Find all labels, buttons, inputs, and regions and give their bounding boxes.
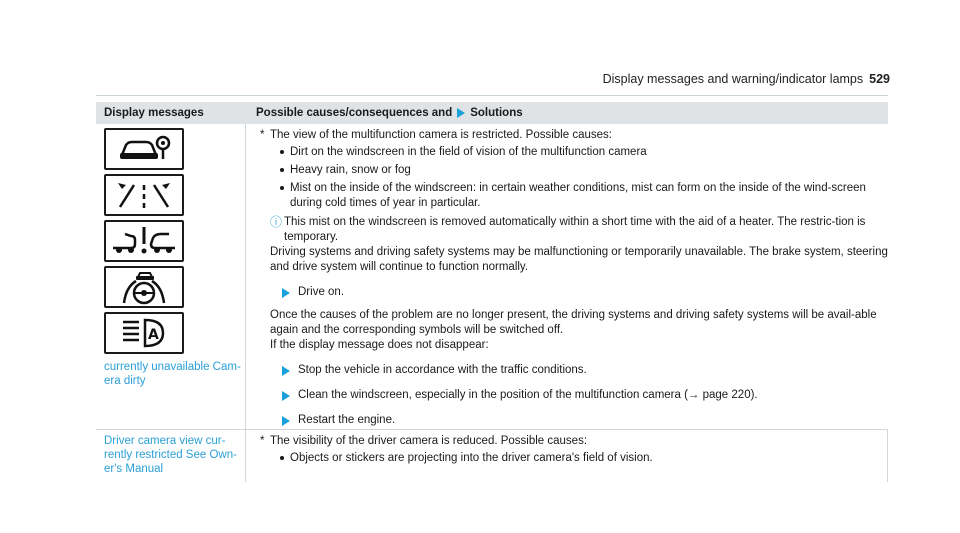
step-arrow-icon: [282, 366, 290, 376]
camera-dirty-message: currently unavailable Cam-era dirty: [104, 361, 241, 387]
front-camera-warning-icon: [104, 128, 184, 170]
driver-camera-message: Driver camera view cur-rently restricted See Own-er's Manual: [104, 435, 237, 475]
table-row: [96, 430, 888, 482]
cause-list: [260, 145, 888, 211]
step-arrow-icon: [282, 288, 290, 298]
table-row: [96, 124, 888, 430]
col-header-solutions-text: Solutions: [470, 107, 523, 119]
step-stop-vehicle: Stop the vehicle in accordance with the traffic conditions.: [282, 363, 888, 378]
lane-keeping-assist-icon: [104, 174, 184, 216]
col-header-display-messages: Display messages: [104, 107, 204, 119]
note: ⓘ This mist on the windscreen is removed automatically within a short time with the aid of a heater. The restric-tion is temporary.: [270, 215, 866, 243]
cause-intro: * The visibility of the driver camera is reduced. Possible causes:: [260, 435, 588, 447]
steering-assist-icon: [104, 266, 184, 308]
col-header-causes: [246, 107, 888, 119]
causes-cell: [246, 124, 888, 429]
step-clean-windscreen: Clean the windscreen, especially in the position of the multifunction camera (→ page 220).: [282, 388, 888, 403]
display-message-cell: [96, 124, 246, 429]
paragraph: If the display message does not disappear:: [270, 339, 489, 351]
list-item: Dirt on the windscreen in the field of vision of the multifunction camera: [282, 145, 888, 160]
list-item: Mist on the inside of the windscreen: in certain weather conditions, mist can form on the inside of the wind-screen during cold times of year in particular.: [282, 181, 888, 211]
collision-warning-icon: [104, 220, 184, 262]
cause-list: [260, 451, 887, 466]
paragraph: Once the causes of the problem are no longer present, the driving systems and driving safety systems will be avail-able again and the corresponding symbols will be switched off.: [270, 309, 877, 336]
cause-intro: * The view of the multifunction camera is restricted. Possible causes:: [260, 129, 612, 141]
display-message-cell: [96, 430, 246, 482]
step-arrow-icon: [282, 416, 290, 426]
info-icon: ⓘ: [270, 215, 283, 229]
page-header: [603, 72, 890, 86]
step-arrow-icon: [282, 391, 290, 401]
step-drive-on: Drive on.: [282, 285, 888, 300]
paragraph: Driving systems and driving safety systems may be malfunctioning or temporarily unavailable. The brake system, steering and drive system will continue to function normally.: [270, 246, 888, 273]
step-restart-engine: Restart the engine.: [282, 413, 888, 428]
header-rule: [96, 95, 888, 96]
solution-arrow-icon: [457, 108, 465, 118]
causes-cell: [246, 430, 888, 482]
list-item: Objects or stickers are projecting into the driver camera's field of vision.: [282, 451, 887, 466]
col-header-causes-text: Possible causes/consequences and: [256, 107, 453, 119]
adaptive-highbeam-icon: [104, 312, 184, 354]
page-number: 529: [869, 72, 890, 86]
table-header: [96, 102, 888, 124]
header-title: Display messages and warning/indicator lamps: [602, 72, 864, 86]
svg-text:A: A: [148, 327, 159, 343]
messages-table: [96, 102, 888, 482]
list-item: Heavy rain, snow or fog: [282, 163, 888, 178]
